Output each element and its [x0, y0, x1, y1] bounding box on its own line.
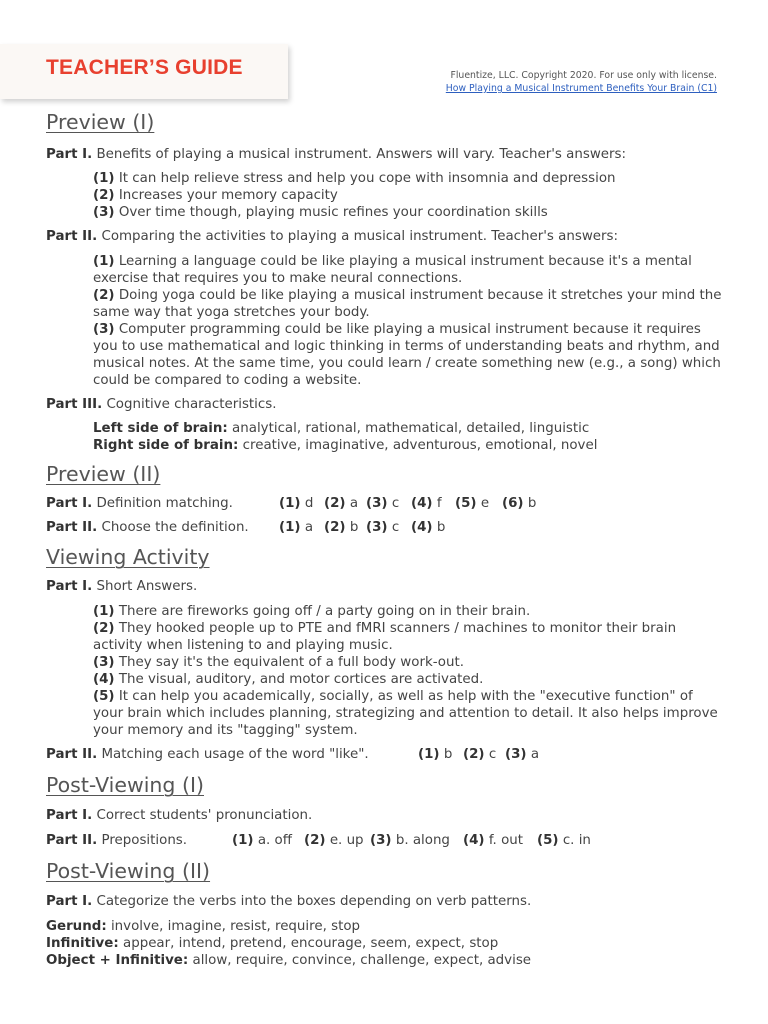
answer-value: c: [387, 496, 400, 511]
object-infinitive-text: allow, require, convince, challenge, expect, advise: [188, 953, 532, 968]
post1-part2: [46, 832, 187, 849]
answer: [304, 832, 364, 849]
answer: [324, 495, 358, 512]
part-label: Part I.: [46, 147, 93, 162]
list-item: [93, 671, 723, 688]
list-item: [93, 287, 723, 321]
answer-value: c: [484, 747, 497, 762]
heading-post-viewing-2: Post-Viewing (II): [46, 859, 211, 883]
answer-number: (6): [502, 496, 524, 511]
item-text: They hooked people up to PTE and fMRI scanners / machines to monitor their brain activity when listening to and playing music.: [93, 621, 677, 653]
answer-value: a: [345, 496, 359, 511]
part-text: Prepositions.: [97, 833, 188, 848]
answer-value: b. along: [391, 833, 450, 848]
heading-viewing-activity: Viewing Activity: [46, 545, 210, 569]
viewing-part2: [46, 746, 369, 763]
answer-value: d: [300, 496, 314, 511]
item-text: It can help relieve stress and help you cope with insomnia and depression: [114, 171, 616, 186]
list-item: [93, 253, 723, 287]
answer-number: (1): [232, 833, 254, 848]
answer-number: (1): [279, 520, 301, 535]
answer: [502, 495, 536, 512]
answer: [455, 495, 489, 512]
item-number: (2): [93, 188, 115, 203]
part-label: Part II.: [46, 520, 98, 535]
answer-number: (4): [411, 520, 433, 535]
part-text: Matching each usage of the word "like".: [97, 747, 369, 762]
part-label: Part II.: [46, 833, 98, 848]
list-item: [93, 204, 548, 221]
part-text: Choose the definition.: [97, 520, 249, 535]
part-text: Benefits of playing a musical instrument. Answers will vary. Teacher's answers:: [92, 147, 627, 162]
answer-value: e. up: [325, 833, 364, 848]
infinitive-label: Infinitive:: [46, 936, 119, 951]
part-text: Short Answers.: [92, 579, 198, 594]
right-brain-text: creative, imaginative, adventurous, emotional, novel: [238, 438, 598, 453]
answer-number: (3): [370, 833, 392, 848]
part-label: Part I.: [46, 808, 93, 823]
item-text: Learning a language could be like playing a musical instrument because it's a mental exercise that requires you to make neural connections.: [93, 254, 692, 286]
part-text: Comparing the activities to playing a musical instrument. Teacher's answers:: [97, 229, 619, 244]
right-brain-label: Right side of brain:: [93, 438, 239, 453]
item-text: Over time though, playing music refines your coordination skills: [114, 205, 548, 220]
part-label: Part I.: [46, 894, 93, 909]
item-text: Computer programming could be like playing a musical instrument because it requires you to use mathematical and logic thinking in terms of understanding beats and rhythm, and musical notes. At the same time, you could learn / create something new (e.g., a song) which could be compared to coding a website.: [93, 322, 721, 388]
item-number: (2): [93, 621, 115, 636]
copyright-block: [446, 69, 717, 95]
answer-number: (3): [505, 747, 527, 762]
item-number: (3): [93, 322, 115, 337]
answer: [505, 746, 539, 763]
preview2-part1: [46, 495, 233, 512]
left-brain-text: analytical, rational, mathematical, detailed, linguistic: [227, 421, 590, 436]
answer-value: a: [526, 747, 540, 762]
answer-value: b: [345, 520, 359, 535]
answer-value: c: [387, 520, 400, 535]
copyright-text: Fluentize, LLC. Copyright 2020. For use only with license.: [450, 70, 717, 81]
item-text: The visual, auditory, and motor cortices are activated.: [114, 672, 484, 687]
answer-value: b: [523, 496, 537, 511]
answer: [418, 746, 452, 763]
source-link[interactable]: How Playing a Musical Instrument Benefits Your Brain (C1): [445, 83, 717, 94]
item-number: (1): [93, 604, 115, 619]
answer-number: (2): [463, 747, 485, 762]
left-brain-line: [93, 420, 589, 437]
answer-number: (4): [411, 496, 433, 511]
gerund-label: Gerund:: [46, 919, 107, 934]
item-text: Increases your memory capacity: [114, 188, 338, 203]
heading-preview-2: Preview (II): [46, 462, 161, 486]
item-number: (4): [93, 672, 115, 687]
item-number: (3): [93, 655, 115, 670]
answer-number: (2): [324, 520, 346, 535]
answer-value: a: [300, 520, 314, 535]
answer-number: (1): [418, 747, 440, 762]
answer-number: (4): [463, 833, 485, 848]
item-number: (5): [93, 689, 115, 704]
gerund-text: involve, imagine, resist, require, stop: [106, 919, 361, 934]
answer: [370, 832, 450, 849]
part-text: Correct students' pronunciation.: [92, 808, 313, 823]
part-text: Cognitive characteristics.: [102, 397, 277, 412]
answer: [279, 519, 313, 536]
item-number: (1): [93, 171, 115, 186]
answer-number: (3): [366, 520, 388, 535]
answer-value: b: [432, 520, 446, 535]
object-infinitive-label: Object + Infinitive:: [46, 953, 189, 968]
answer: [324, 519, 358, 536]
object-infinitive-line: [46, 952, 531, 969]
item-number: (3): [93, 205, 115, 220]
answer: [463, 832, 523, 849]
part-text: Definition matching.: [92, 496, 233, 511]
post2-part1: [46, 893, 531, 910]
item-text: It can help you academically, socially, as well as help with the "executive function" of your brain which includes planning, strategizing and attention to detail. It also helps improve your memory and its "tagging" system.: [93, 689, 718, 738]
part-label: Part II.: [46, 747, 98, 762]
answer: [366, 519, 399, 536]
list-item: [93, 620, 723, 654]
infinitive-text: appear, intend, pretend, encourage, seem, expect, stop: [118, 936, 499, 951]
answer-number: (5): [537, 833, 559, 848]
answer-value: e: [476, 496, 490, 511]
list-item: [93, 654, 723, 671]
right-brain-line: [93, 437, 597, 454]
answer: [279, 495, 313, 512]
list-item: [93, 321, 723, 389]
item-number: (2): [93, 288, 115, 303]
preview1-part1: [46, 146, 626, 163]
gerund-line: [46, 918, 360, 935]
preview1-part3: [46, 396, 276, 413]
answer: [232, 832, 292, 849]
answer: [411, 495, 442, 512]
item-text: There are fireworks going off / a party going on in their brain.: [114, 604, 531, 619]
post1-part1: [46, 807, 312, 824]
list-item: [93, 187, 338, 204]
item-text: They say it's the equivalent of a full body work-out.: [114, 655, 464, 670]
answer-value: a. off: [253, 833, 292, 848]
answer: [411, 519, 445, 536]
preview2-part2: [46, 519, 249, 536]
viewing-part1: [46, 578, 197, 595]
part-label: Part II.: [46, 229, 98, 244]
item-number: (1): [93, 254, 115, 269]
answer-number: (2): [304, 833, 326, 848]
list-item: [93, 170, 616, 187]
answer: [463, 746, 496, 763]
part-label: Part I.: [46, 496, 93, 511]
answer: [366, 495, 399, 512]
heading-preview-1: Preview (I): [46, 110, 155, 134]
answer: [537, 832, 591, 849]
preview1-part2: [46, 228, 618, 245]
answer-value: c. in: [558, 833, 591, 848]
infinitive-line: [46, 935, 498, 952]
part-label: Part I.: [46, 579, 93, 594]
answer-number: (2): [324, 496, 346, 511]
left-brain-label: Left side of brain:: [93, 421, 228, 436]
answer-number: (3): [366, 496, 388, 511]
answer-value: b: [439, 747, 453, 762]
heading-post-viewing-1: Post-Viewing (I): [46, 773, 204, 797]
list-item: [93, 688, 723, 739]
list-item: [93, 603, 723, 620]
item-text: Doing yoga could be like playing a musical instrument because it stretches your mind the same way that yoga stretches your body.: [93, 288, 722, 320]
answer-value: f. out: [484, 833, 524, 848]
answer-number: (5): [455, 496, 477, 511]
part-label: Part III.: [46, 397, 103, 412]
answer-value: f: [432, 496, 442, 511]
page-title: TEACHER’S GUIDE: [46, 56, 243, 79]
part-text: Categorize the verbs into the boxes depending on verb patterns.: [92, 894, 532, 909]
answer-number: (1): [279, 496, 301, 511]
